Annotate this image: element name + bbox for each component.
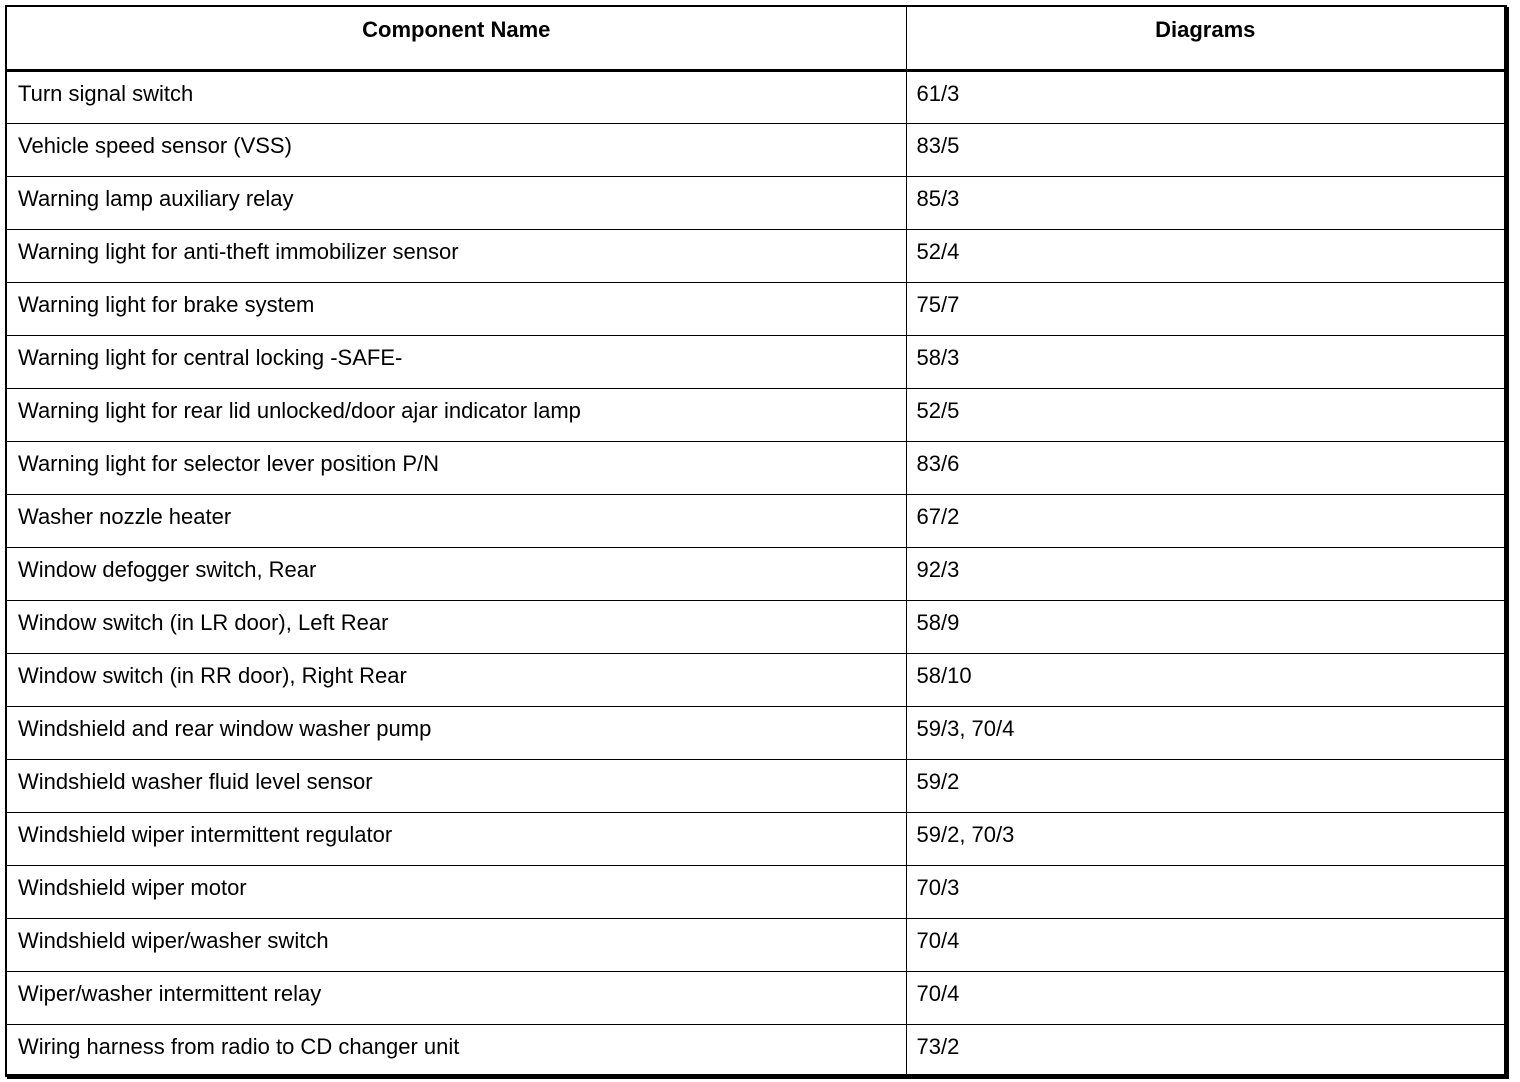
diagrams-cell: 73/2 bbox=[906, 1025, 1504, 1078]
table-row bbox=[7, 336, 1504, 389]
component-name-cell: Warning light for central locking -SAFE- bbox=[7, 336, 906, 389]
diagrams-cell: 70/4 bbox=[906, 972, 1504, 1025]
column-header-component-name: Component Name bbox=[7, 7, 906, 71]
diagrams-cell: 52/4 bbox=[906, 230, 1504, 283]
table-row bbox=[7, 760, 1504, 813]
component-name-cell: Wiper/washer intermittent relay bbox=[7, 972, 906, 1025]
diagrams-cell: 59/2 bbox=[906, 760, 1504, 813]
table-row bbox=[7, 972, 1504, 1025]
component-name-cell: Windshield wiper intermittent regulator bbox=[7, 813, 906, 866]
component-name-cell: Windshield wiper/washer switch bbox=[7, 919, 906, 972]
table-row bbox=[7, 654, 1504, 707]
component-name-cell: Window switch (in RR door), Right Rear bbox=[7, 654, 906, 707]
component-name-cell: Wiring harness from radio to CD changer unit bbox=[7, 1025, 906, 1078]
diagrams-cell: 58/3 bbox=[906, 336, 1504, 389]
diagrams-cell: 59/3, 70/4 bbox=[906, 707, 1504, 760]
table-row bbox=[7, 230, 1504, 283]
component-name-cell: Window defogger switch, Rear bbox=[7, 548, 906, 601]
table-row bbox=[7, 1025, 1504, 1078]
diagrams-cell: 59/2, 70/3 bbox=[906, 813, 1504, 866]
component-name-cell: Vehicle speed sensor (VSS) bbox=[7, 124, 906, 177]
diagrams-cell: 58/10 bbox=[906, 654, 1504, 707]
diagrams-cell: 67/2 bbox=[906, 495, 1504, 548]
diagrams-cell: 70/4 bbox=[906, 919, 1504, 972]
diagrams-cell: 61/3 bbox=[906, 71, 1504, 124]
table-row bbox=[7, 601, 1504, 654]
component-name-cell: Warning light for selector lever position P/N bbox=[7, 442, 906, 495]
table-row bbox=[7, 283, 1504, 336]
component-diagram-table bbox=[7, 7, 1504, 1078]
table-row bbox=[7, 71, 1504, 124]
table-row bbox=[7, 707, 1504, 760]
table-row bbox=[7, 124, 1504, 177]
component-name-cell: Windshield washer fluid level sensor bbox=[7, 760, 906, 813]
diagrams-cell: 70/3 bbox=[906, 866, 1504, 919]
component-name-cell: Windshield wiper motor bbox=[7, 866, 906, 919]
diagrams-cell: 58/9 bbox=[906, 601, 1504, 654]
table-row bbox=[7, 813, 1504, 866]
diagrams-cell: 92/3 bbox=[906, 548, 1504, 601]
table-row bbox=[7, 389, 1504, 442]
component-name-cell: Washer nozzle heater bbox=[7, 495, 906, 548]
table-row bbox=[7, 177, 1504, 230]
column-header-diagrams: Diagrams bbox=[906, 7, 1504, 71]
diagrams-cell: 83/5 bbox=[906, 124, 1504, 177]
diagrams-cell: 83/6 bbox=[906, 442, 1504, 495]
table-row bbox=[7, 548, 1504, 601]
diagrams-cell: 52/5 bbox=[906, 389, 1504, 442]
component-name-cell: Warning lamp auxiliary relay bbox=[7, 177, 906, 230]
table-row bbox=[7, 919, 1504, 972]
component-name-cell: Window switch (in LR door), Left Rear bbox=[7, 601, 906, 654]
component-table-container bbox=[5, 5, 1507, 1077]
component-name-cell: Warning light for rear lid unlocked/door ajar indicator lamp bbox=[7, 389, 906, 442]
diagrams-cell: 85/3 bbox=[906, 177, 1504, 230]
table-row bbox=[7, 495, 1504, 548]
component-name-cell: Turn signal switch bbox=[7, 71, 906, 124]
component-name-cell: Windshield and rear window washer pump bbox=[7, 707, 906, 760]
component-name-cell: Warning light for anti-theft immobilizer sensor bbox=[7, 230, 906, 283]
diagrams-cell: 75/7 bbox=[906, 283, 1504, 336]
table-row bbox=[7, 866, 1504, 919]
component-name-cell: Warning light for brake system bbox=[7, 283, 906, 336]
table-header-row bbox=[7, 7, 1504, 71]
table-row bbox=[7, 442, 1504, 495]
